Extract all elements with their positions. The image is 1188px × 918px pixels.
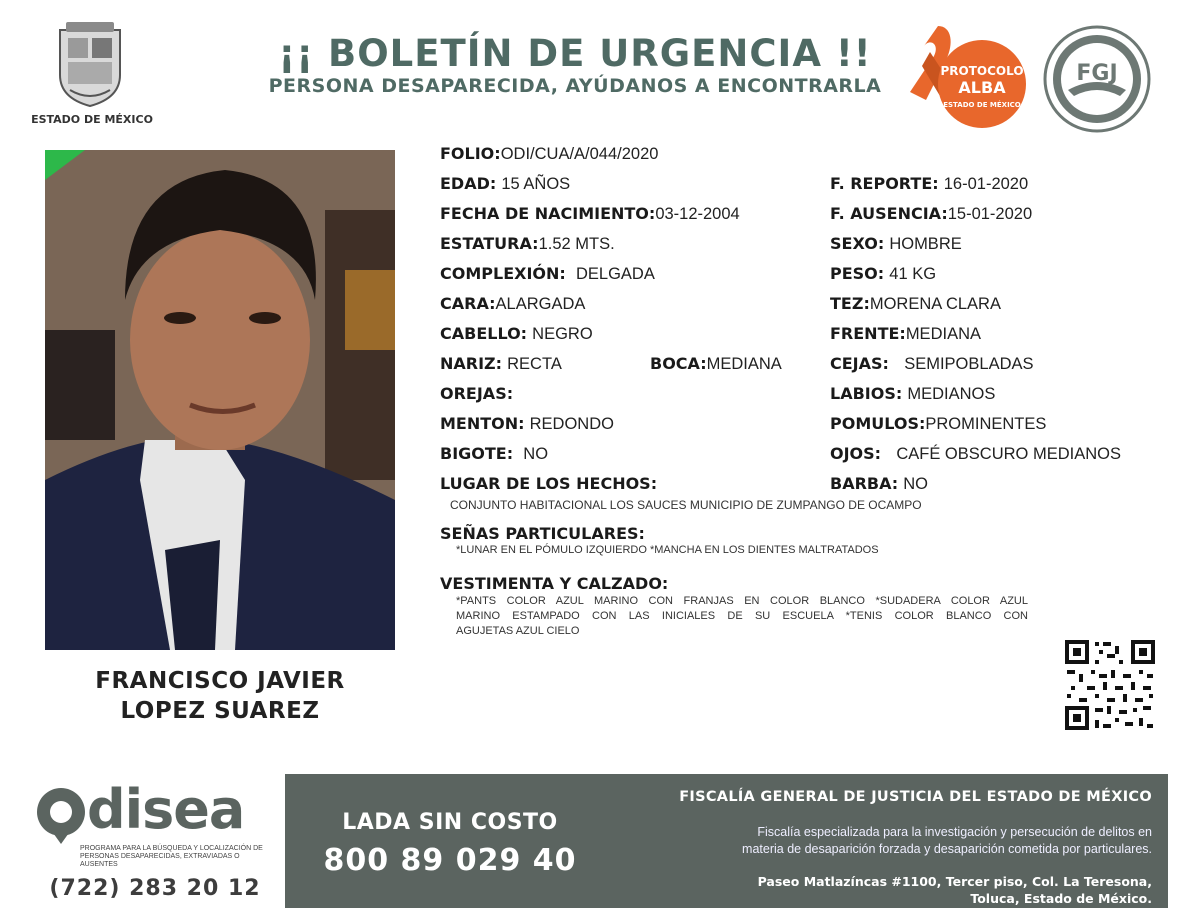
menton-key: MENTON: (440, 414, 525, 433)
orejas-key: OREJAS: (440, 384, 514, 403)
nacimiento-value: 03-12-2004 (655, 205, 740, 223)
reporte-key: F. REPORTE: (830, 174, 939, 193)
lada-label: LADA SIN COSTO (342, 810, 558, 835)
field-orejas (440, 384, 513, 403)
senas-text: *LUNAR EN EL PÓMULO IZQUIERDO *MANCHA EN LOS DIENTES MALTRATADOS (456, 544, 879, 556)
field-sexo (830, 234, 962, 254)
field-estatura (440, 234, 615, 254)
person-name (45, 666, 395, 726)
frente-key: FRENTE: (830, 324, 906, 343)
cabello-value: NEGRO (532, 325, 593, 343)
peso-value: 41 KG (889, 265, 937, 283)
fgje-desc-line-2: materia de desaparición forzada y desaparición cometida por particulares. (742, 842, 1152, 856)
field-cabello (440, 324, 593, 344)
vestimenta-text (456, 594, 1028, 639)
ojos-key: OJOS: (830, 444, 882, 463)
ausencia-value: 15-01-2020 (947, 205, 1033, 223)
odisea-wordmark: disea (87, 778, 245, 841)
bulletin-subtitle: PERSONA DESAPARECIDA, AYÚDANOS A ENCONTRARLA (268, 75, 882, 97)
vestimenta-title: VESTIMENTA Y CALZADO: (440, 574, 669, 593)
field-menton (440, 414, 614, 434)
odisea-program: PROGRAMA PARA LA BÚSQUEDA Y LOCALIZACIÓN DE PERSONAS DESAPARECIDAS, EXTRAVIADAS O AUSENTES (80, 845, 263, 868)
address-line-2: Toluca, Estado de México. (970, 891, 1152, 906)
boca-key: BOCA: (650, 354, 707, 373)
vestimenta-line-1: *PANTS COLOR AZUL MARINO CON FRANJAS EN COLOR BLANCO *SUDADERA COLOR AZUL (456, 595, 1028, 607)
edad-key: EDAD: (440, 174, 497, 193)
sexo-value: HOMBRE (889, 235, 962, 253)
field-fecha-nacimiento (440, 204, 740, 224)
fgje-desc-line-1: Fiscalía especializada para la investigación y persecución de delitos en (757, 825, 1152, 839)
nariz-key: NARIZ: (440, 354, 503, 373)
reporte-value: 16-01-2020 (943, 175, 1029, 193)
frente-value: MEDIANA (905, 325, 981, 343)
person-name-line-1: FRANCISCO JAVIER (95, 668, 345, 694)
menton-value: REDONDO (529, 415, 614, 433)
field-peso (830, 264, 936, 284)
ojos-value: CAFÉ OBSCURO MEDIANOS (896, 445, 1121, 463)
field-ausencia (830, 204, 1032, 224)
estatura-key: ESTATURA: (440, 234, 539, 253)
field-ojos (830, 444, 1121, 464)
protocolo-alba-logo (900, 22, 1030, 132)
field-lugar (440, 474, 657, 493)
missing-person-photo (45, 150, 395, 650)
folio-key: FOLIO: (440, 144, 501, 163)
complexion-value: DELGADA (575, 265, 655, 283)
pomulos-value: PROMINENTES (925, 415, 1047, 433)
bigote-value: NO (523, 445, 549, 463)
cejas-key: CEJAS: (830, 354, 889, 373)
qr-code[interactable] (1063, 638, 1157, 732)
tez-key: TEZ: (830, 294, 870, 313)
field-barba (830, 474, 928, 494)
fgje-description (600, 824, 1152, 858)
pomulos-key: POMULOS: (830, 414, 926, 433)
ausencia-key: F. AUSENCIA: (830, 204, 948, 223)
state-coat-of-arms (52, 20, 128, 108)
alba-line-1: PROTOCOLO (940, 64, 1024, 78)
labios-value: MEDIANOS (907, 385, 996, 403)
sexo-key: SEXO: (830, 234, 885, 253)
cejas-value: SEMIPOBLADAS (904, 355, 1034, 373)
bigote-key: BIGOTE: (440, 444, 514, 463)
fgje-title: FISCALÍA GENERAL DE JUSTICIA DEL ESTADO DE MÉXICO (679, 789, 1152, 805)
odisea-phone[interactable]: (722) 283 20 12 (49, 876, 261, 901)
lugar-key: LUGAR DE LOS HECHOS: (440, 474, 658, 493)
cara-value: ALARGADA (495, 295, 586, 313)
nariz-value: RECTA (507, 355, 562, 373)
field-complexion (440, 264, 655, 284)
labios-key: LABIOS: (830, 384, 903, 403)
field-boca (650, 354, 782, 374)
field-folio (440, 144, 658, 164)
field-labios (830, 384, 995, 404)
field-cara (440, 294, 585, 314)
fgje-address (600, 873, 1152, 907)
cara-key: CARA: (440, 294, 496, 313)
field-pomulos (830, 414, 1046, 434)
fgj-seal (1042, 24, 1152, 134)
barba-value: NO (903, 475, 929, 493)
peso-key: PESO: (830, 264, 885, 283)
field-edad (440, 174, 570, 194)
tez-value: MORENA CLARA (869, 295, 1001, 313)
senas-title: SEÑAS PARTICULARES: (440, 524, 645, 543)
complexion-key: COMPLEXIÓN: (440, 264, 566, 283)
state-label: ESTADO DE MÉXICO (31, 113, 153, 126)
vestimenta-line-3: AGUJETAS AZUL CIELO (456, 625, 580, 637)
folio-value: ODI/CUA/A/044/2020 (500, 145, 659, 163)
bulletin-title: ¡¡ BOLETÍN DE URGENCIA !! (278, 32, 872, 75)
nacimiento-key: FECHA DE NACIMIENTO: (440, 204, 656, 223)
edad-value: 15 AÑOS (501, 175, 571, 193)
odisea-logo (35, 778, 275, 846)
alba-line-3: ESTADO DE MÉXICO (943, 101, 1021, 109)
person-name-line-2: LOPEZ SUAREZ (120, 698, 320, 724)
boca-value: MEDIANA (706, 355, 782, 373)
odisea-pin-icon (35, 786, 87, 846)
fgj-seal-text: FGJ (1076, 61, 1118, 86)
field-cejas (830, 354, 1034, 374)
field-nariz (440, 354, 562, 374)
lugar-value: CONJUNTO HABITACIONAL LOS SAUCES MUNICIPIO DE ZUMPANGO DE OCAMPO (450, 498, 922, 512)
vestimenta-line-2: MARINO ESTAMPADO CON LAS INICIALES DE SU ESCUELA *TENIS COLOR BLANCO CON (456, 610, 1028, 622)
field-bigote (440, 444, 548, 464)
field-frente (830, 324, 981, 344)
alba-line-2: ALBA (958, 78, 1006, 97)
field-tez (830, 294, 1001, 314)
address-line-1: Paseo Matlazíncas #1100, Tercer piso, Col. La Teresona, (757, 874, 1152, 889)
field-reporte (830, 174, 1028, 194)
barba-key: BARBA: (830, 474, 899, 493)
cabello-key: CABELLO: (440, 324, 528, 343)
lada-number[interactable]: 800 89 029 40 (323, 843, 577, 878)
estatura-value: 1.52 MTS. (538, 235, 615, 253)
